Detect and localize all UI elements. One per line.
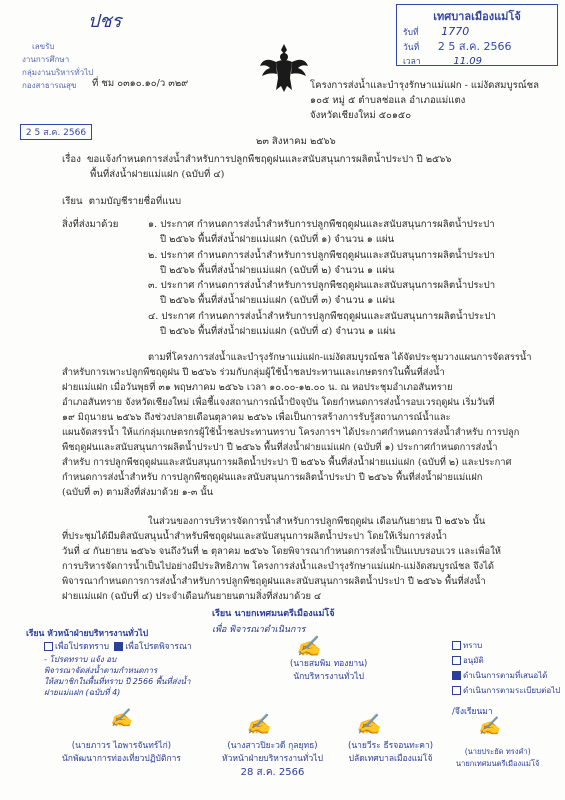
- deputy-title: นักบริหารงานทั่วไป: [293, 672, 364, 682]
- left-memo-checks: [26, 641, 216, 654]
- subject-label: เรื่อง: [62, 154, 81, 165]
- left-register-stamp: [22, 40, 94, 92]
- attachment-line: ปี ๒๕๖๖ พื้นที่ส่งน้ำฝายแม่แฝก (ฉบับที่ ๔) จำนวน ๑ แผ่น: [160, 326, 396, 338]
- doc-date: ๒๓ สิงหาคม ๒๕๖๖: [256, 136, 336, 147]
- body-line: อำเภอสันทราย จังหวัดเชียงใหม่ เพื่อชี้แจงสถานการณ์น้ำปัจจุบัน โดยกำหนดการส่งน้ำรอบเวรฤดูฝน เริ่มวันที่: [62, 397, 495, 408]
- stamp-line: กลุ่มงานบริหารทั่วไป: [22, 68, 94, 77]
- receipt-stamp-title: เทศบาลเมืองแม่โจ้: [433, 10, 521, 23]
- bottom-left-signer: [222, 740, 323, 779]
- receipt-stamp: [396, 4, 558, 66]
- bottom-left-date: 28 ส.ค. 2566: [240, 767, 305, 778]
- body-paragraph-2: [62, 514, 532, 604]
- subject: [62, 152, 451, 182]
- doc-number: ที่ ชม ๐๓๑๐.๑๐/ว ๓๒๙: [92, 78, 189, 89]
- right-memo-label: /จึงเรียนมา: [452, 707, 493, 717]
- checkbox-icon[interactable]: [452, 656, 461, 665]
- stamp-line: เลขรับ: [32, 42, 55, 51]
- left-signer-name: (นายภาวร ไอพารจันทร์ไก่): [71, 741, 172, 751]
- bottom-right-title: ปลัดเทศบาลเมืองแม่โจ้: [348, 754, 433, 764]
- attachment-line: ๒. ประกาศ กำหนดการส่งน้ำสำหรับการปลูกพืชฤดูฝนและสนับสนุนการผลิตน้ำประปา: [148, 249, 495, 261]
- to-value: ตามบัญชีรายชื่อที่แนบ: [88, 196, 182, 207]
- body-paragraph-1: [62, 350, 532, 500]
- body-line: สำหรับ การปลูกพืชฤดูฝนและสนับสนุนการผลิตน้ำประปา ปี ๒๕๖๖ พื้นที่ส่งน้ำฝายแม่แฝก (ฉบับที่ ๒) และประกาศ: [62, 457, 512, 468]
- left-memo-notes: [26, 654, 216, 698]
- right-memo-heading: เรียน นายกเทศมนตรีเมืองแม่โจ้: [212, 609, 335, 619]
- memo-note: ให้สมาชิกในพื้นที่ทราบ ปี 2566 พื้นที่ส่งน้ำ: [44, 677, 191, 686]
- body-line: ๑๙ มิถุนายน ๒๕๖๖ ถึงช่วงปลายเดือนตุลาคม ๒๕๖๖ เพื่อเป็นการสร้างการรับรู้สถานการณ์น้ำและ: [62, 412, 451, 423]
- checkbox-icon[interactable]: [452, 686, 461, 695]
- body-line: ฝายแม่แฝก เมื่อวันพุธที่ ๓๑ พฤษภาคม ๒๕๖๖ เวลา ๑๐.๐๐-๑๒.๐๐ น. ณ หอประชุมอำเภอสันทราย: [62, 382, 453, 393]
- body-line: ที่ประชุมได้มีมติสนับสนุนน้ำสำหรับพืชฤดูฝนและสนับสนุนการผลิตน้ำประปา โดยให้เริ่มการส่งน้ำ: [62, 531, 448, 542]
- bottom-right-signature: ✍: [356, 712, 381, 736]
- subject-text: พื้นที่ส่งน้ำฝายแม่แฝก (ฉบับที่ ๔): [90, 169, 225, 180]
- body-line: ฝายแม่แฝก (ฉบับที่ ๔) ประจำเดือนกันยายนตามสิ่งที่ส่งมาด้วย ๔: [62, 591, 322, 602]
- checkbox-icon[interactable]: [44, 642, 53, 651]
- body-line: สำหรับการเพาะปลูกพืชฤดูฝน ปี ๒๕๖๖ ร่วมกับกลุ่มผู้ใช้น้ำชลประทานและเกษตรกรในพื้นที่ส่งน้ำ: [62, 367, 445, 378]
- right-memo-checks: [452, 638, 560, 698]
- left-memo-signature: ✍: [110, 708, 133, 729]
- left-signer-title: นักพัฒนาการท่องเที่ยวปฏิบัติการ: [62, 754, 181, 764]
- deputy-signer: [290, 658, 367, 684]
- sender-line: ๑๐๕ หมู่ ๕ ตำบลช่อแล อำเภอแม่แตง: [310, 95, 466, 106]
- attachments-list: [148, 217, 496, 339]
- check-label: ดำเนินการตามระเบียบต่อไป: [463, 686, 561, 695]
- attachment-line: ปี ๒๕๖๖ พื้นที่ส่งน้ำฝายแม่แฝก (ฉบับที่ ๒) จำนวน ๑ แผ่น: [160, 264, 395, 276]
- checkbox-checked-icon[interactable]: [452, 671, 461, 680]
- left-memo-signer: [62, 740, 181, 766]
- middle-note: เพื่อ พิจารณาดำเนินการ: [212, 625, 306, 635]
- check-label: ทราบ: [463, 641, 483, 650]
- bottom-right-signer: [348, 740, 433, 766]
- receipt-date: 2 5 ส.ค. 2566: [437, 40, 512, 53]
- memo-note: พิจารณาจัดส่งน้ำตามกำหนดการ: [44, 666, 158, 675]
- receipt-label: วันที่: [403, 43, 420, 53]
- right-signer-title: นายกเทศมนตรีเมืองแม่โจ้: [456, 759, 540, 768]
- right-signer-name: (นายประยัด ทรงคำ): [464, 747, 531, 756]
- to-label: เรียน: [62, 196, 83, 207]
- attachment-item: [148, 309, 496, 340]
- left-memo-heading: เรียน หัวหน้าฝ่ายบริหารงานทั่วไป: [26, 629, 149, 639]
- body-line: (ฉบับที่ ๓) ตามสิ่งที่ส่งมาด้วย ๑-๓ นั้น: [62, 487, 214, 498]
- receipt-label: เวลา: [403, 57, 421, 67]
- stamp-line: กองสาธารณสุข: [22, 81, 77, 90]
- bottom-left-signature: ✍: [246, 712, 271, 736]
- check-label: อนุมัติ: [463, 656, 484, 665]
- sender-line: จังหวัดเชียงใหม่ ๕๐๑๕๐: [310, 110, 412, 121]
- stamp-line: งานการศึกษา: [22, 55, 70, 64]
- body-line: ตามที่โครงการส่งน้ำและบำรุงรักษาแม่แฝก-แม่งัดสมบูรณ์ชล ได้จัดประชุมวางแผนการจัดสรรน้ำ: [148, 352, 532, 363]
- attachment-item: [148, 217, 496, 248]
- attachment-line: ๔. ประกาศ กำหนดการส่งน้ำสำหรับการปลูกพืชฤดูฝนและสนับสนุนการผลิตน้ำประปา: [148, 310, 496, 322]
- attachments-label: สิ่งที่ส่งมาด้วย: [62, 219, 119, 230]
- bottom-left-name: (นางสาวปิยะวดี กุลยุทธ): [227, 741, 318, 751]
- sender-line: โครงการส่งน้ำและบำรุงรักษาแม่แฝก - แม่งัดสมบูรณ์ชล: [310, 80, 540, 91]
- body-line: แผนจัดสรรน้ำ ให้แก่กลุ่มเกษตรกรผู้ใช้น้ำชลประทานทราบ โครงการฯ ได้ประกาศกำหนดการส่งน้ำสำหรับ การปลูก: [62, 427, 520, 438]
- check-label: ดำเนินการตามที่เสนอได้: [463, 671, 548, 680]
- checkbox-checked-icon[interactable]: [114, 642, 123, 651]
- checkbox-icon[interactable]: [452, 641, 461, 650]
- attachment-line: ปี ๒๕๖๖ พื้นที่ส่งน้ำฝายแม่แฝก (ฉบับที่ ๑) จำนวน ๑ แผ่น: [160, 234, 395, 246]
- body-line: พิจารณากำหนดการการส่งน้ำสำหรับการปลูกพืชฤดูฝนและสนับสนุนการผลิตน้ำประปา ปี ๒๕๖๖ พื้นที่ส่งน้ำ: [62, 576, 486, 587]
- receipt-label: รับที่: [403, 28, 419, 38]
- garuda-emblem-icon: [256, 40, 312, 96]
- memo-note: ฝายแม่แฝก (ฉบับที่ 4): [44, 688, 121, 697]
- body-line: กำหนดการส่งน้ำสำหรับ การปลูกพืชฤดูฝนและสนับสนุนการผลิตน้ำประปา ปี ๒๕๖๖ พื้นที่ส่งน้ำฝายแม่แฝก: [62, 472, 483, 483]
- right-memo-signer: [456, 746, 539, 770]
- attachment-item: [148, 248, 496, 279]
- deputy-name: (นายสมพิม ทองยาน): [290, 659, 368, 669]
- left-memo: [26, 628, 216, 698]
- attachment-line: ๓. ประกาศ กำหนดการส่งน้ำสำหรับการปลูกพืชฤดูฝนและสนับสนุนการผลิตน้ำประปา: [148, 280, 496, 292]
- sender-address: [310, 78, 539, 123]
- body-line: ในส่วนของการบริหารจัดการน้ำสำหรับการปลูกพืชฤดูฝน เดือนกันยายน ปี ๒๕๖๖ นั้น: [148, 516, 486, 527]
- receipt-number: 1770: [441, 25, 470, 38]
- subject-text: ขอแจ้งกำหนดการส่งน้ำสำหรับการปลูกพืชฤดูฝนและสนับสนุนการผลิตน้ำประปา ปี ๒๕๖๖: [87, 154, 452, 165]
- body-line: การบริหารจัดการน้ำเป็นไปอย่างมีประสิทธิภาพ โครงการส่งน้ำและบำรุงรักษาแม่แฝก-แม่งัดสมบูรณ์ชล จึงได้: [62, 561, 495, 572]
- deputy-signature: ✍: [296, 634, 321, 658]
- check-label: เพื่อโปรดทราบ: [55, 642, 109, 652]
- receipt-stamp-rows: [397, 25, 557, 69]
- attachment-item: [148, 278, 496, 309]
- memo-note: - โปรดทราบ แจ้ง อบ: [44, 655, 117, 664]
- check-label: เพื่อโปรดพิจารณา: [125, 642, 192, 652]
- corner-handwriting: ปชร: [88, 11, 122, 32]
- body-line: วันที่ ๔ กันยายน ๒๕๖๖ จนถึงวันที่ ๒ ตุลาคม ๒๕๖๖ โดยพิจารณากำหนดการส่งน้ำเป็นแบบรอบเวร และเพื่อให้: [62, 546, 501, 557]
- salutation: [62, 194, 181, 209]
- bottom-left-title: หัวหน้าฝ่ายบริหารงานทั่วไป: [222, 754, 323, 764]
- attachment-line: ปี ๒๕๖๖ พื้นที่ส่งน้ำฝายแม่แฝก (ฉบับที่ ๓) จำนวน ๑ แผ่น: [160, 295, 395, 307]
- left-stamp-date: 2 5 ส.ค. 2566: [20, 124, 92, 140]
- attachment-line: ๑. ประกาศ กำหนดการส่งน้ำสำหรับการปลูกพืชฤดูฝนและสนับสนุนการผลิตน้ำประปา: [148, 219, 495, 230]
- right-memo-signature: ✍: [478, 716, 501, 737]
- bottom-right-name: (นายวีระ ธีรจอนทะคา): [348, 741, 434, 751]
- body-line: พืชฤดูฝนและสนับสนุนการผลิตน้ำประปา ปี ๒๕๖๖ พื้นที่ส่งน้ำฝายแม่แฝก (ฉบับที่ ๑) ประกาศกำหนดการส่งน้ำ: [62, 442, 498, 453]
- receipt-time: 11.09: [453, 56, 483, 67]
